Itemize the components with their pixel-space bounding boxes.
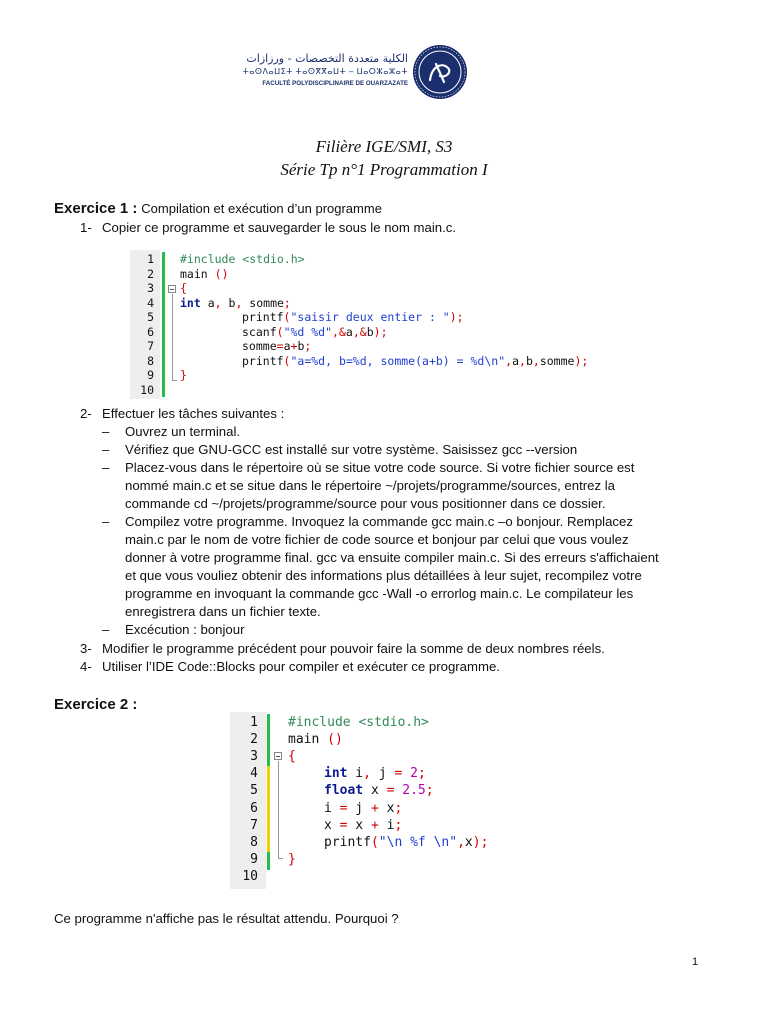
line-number: 9 — [147, 368, 154, 382]
task-item-line: Placez-vous dans le répertoire où se situe votre code source. Si votre fichier source est — [125, 460, 635, 475]
task-item-line: enregistrera dans un fichier texte. — [125, 604, 321, 619]
line-number: 9 — [250, 851, 258, 867]
code-line[interactable]: #include <stdio.h> — [180, 252, 305, 266]
document-title-line2: Série Tp n°1 Programmation I — [280, 160, 488, 179]
exercise2-heading — [54, 696, 137, 713]
line-number: 2 — [250, 732, 258, 748]
task-item-line: programme en invoquant la commande gcc -Wall -o errorlog main.c. Le compilateur les — [125, 586, 634, 601]
logo-tifinagh-text: ⵜⴰⵙⴷⴰⵡⵉⵜ ⵜⴰⵙⴳⴳⴰⵡⵜ – ⵡⴰⵔⵣⴰⵣⴰⵜ — [242, 67, 408, 76]
line-number: 2 — [147, 266, 154, 281]
code-line[interactable]: somme=a+b; — [242, 339, 312, 353]
code-line[interactable]: main () — [288, 732, 343, 748]
task-item-line: Compilez votre programme. Invoquez la commande gcc main.c –o bonjour. Remplacez — [125, 514, 633, 529]
code-line[interactable]: } — [288, 851, 296, 867]
task-item-line: Excécution : bonjour — [125, 622, 245, 637]
step3-text: Modifier le programme précédent pour pouvoir faire la somme de deux nombres réels. — [102, 641, 605, 656]
code-line[interactable]: i = j + x; — [324, 800, 403, 816]
change-bar — [267, 714, 270, 766]
bullet-dash: – — [102, 442, 110, 457]
line-number: 5 — [147, 310, 154, 324]
exercise1-heading-label: Exercice 1 : — [54, 200, 138, 217]
university-seal-icon — [412, 42, 468, 102]
line-number: 5 — [250, 783, 258, 799]
task-item-line: Vérifiez que GNU-GCC est installé sur votre système. Saisissez gcc --version — [125, 442, 578, 457]
code-line[interactable]: float x = 2.5; — [324, 783, 434, 799]
line-number: 10 — [140, 382, 154, 397]
code-block-1 — [130, 250, 636, 399]
step1-text: Copier ce programme et sauvegarder le sous le nom main.c. — [102, 220, 457, 235]
code-line[interactable]: #include <stdio.h> — [288, 715, 429, 730]
modified-bar — [267, 766, 270, 852]
bullet-dash: – — [102, 460, 110, 475]
bullet-dash: – — [102, 424, 110, 439]
page-number: 1 — [692, 956, 699, 968]
line-number: 3 — [250, 749, 258, 765]
step2-text: Effectuer les tâches suivantes : — [102, 406, 285, 421]
code-line[interactable]: printf("saisir deux entier : "); — [242, 310, 464, 324]
code-line[interactable]: scanf("%d %d",&a,&b); — [242, 324, 388, 339]
line-number: 4 — [250, 766, 258, 782]
bullet-dash: – — [102, 622, 110, 637]
fold-guide-end — [172, 380, 177, 381]
line-number: 1 — [147, 252, 154, 266]
document-title-line1: Filière IGE/SMI, S3 — [315, 137, 453, 156]
line-number: 6 — [147, 324, 154, 339]
fold-guide — [278, 761, 279, 858]
line-number: 10 — [242, 868, 258, 884]
task-item-line: commande cd ~/projets/programme/source pour vous positionner dans ce dossier. — [125, 496, 606, 511]
line-number: 8 — [147, 353, 154, 368]
line-number: 8 — [250, 834, 258, 850]
line-number: 6 — [250, 800, 258, 816]
code-line[interactable]: printf("a=%d, b=%d, somme(a+b) = %d\n",a,b,somme); — [242, 353, 589, 368]
exercise1-subtitle: Compilation et exécution d’un programme — [141, 201, 382, 216]
bullet-dash: – — [102, 514, 110, 529]
task-item-line: Ouvrez un terminal. — [125, 424, 241, 439]
step2-number: 2- — [80, 406, 92, 421]
fold-toggle-icon[interactable] — [274, 752, 282, 760]
faculty-logo — [242, 42, 470, 110]
line-number: 7 — [147, 339, 154, 353]
code-line[interactable]: main () — [180, 266, 229, 281]
code-line[interactable]: { — [180, 281, 187, 295]
task-item-line: donner à votre programme final. gcc va ensuite compiler main.c. Si des erreurs s'affichaient — [125, 550, 659, 565]
change-bar — [162, 252, 165, 397]
exercise1-heading — [54, 200, 382, 217]
exercise2-heading-label: Exercice 2 : — [54, 696, 138, 713]
step1-number: 1- — [80, 220, 92, 235]
code-line[interactable]: int a, b, somme; — [180, 295, 291, 310]
fold-guide-end — [278, 858, 283, 859]
logo-arabic-text: الكلية متعددة التخصصات - ورزازات — [246, 52, 408, 65]
exercise2-question: Ce programme n'affiche pas le résultat attendu. Pourquoi ? — [54, 911, 399, 926]
fold-guide — [172, 294, 173, 380]
step4-number: 4- — [80, 659, 92, 674]
line-number: 7 — [250, 817, 258, 833]
code-line[interactable]: x = x + i; — [324, 817, 403, 833]
line-number: 1 — [250, 715, 258, 730]
task-item-line: main.c par le nom de votre fichier de code source et bonjour par celui que vous voulez — [125, 532, 629, 547]
code-line[interactable]: int i, j = 2; — [324, 766, 426, 782]
task-item-line: et que vous vouliez obtenir des informations plus détaillées à leur sujet, recompilez votre — [125, 568, 642, 583]
code-line[interactable]: printf("\n %f \n",x); — [324, 834, 489, 850]
task-item-line: nommé main.c et se situe dans le répertoire ~/projets/programme/sources, entrez la — [125, 478, 615, 493]
line-number: 3 — [147, 281, 154, 295]
logo-french-text: FACULTÉ POLYDISCIPLINAIRE DE OUARZAZATE — [262, 80, 408, 87]
step3-number: 3- — [80, 641, 92, 656]
step4-text: Utiliser l’IDE Code::Blocks pour compiler et exécuter ce programme. — [102, 659, 500, 674]
change-bar — [267, 852, 270, 870]
fold-toggle-icon[interactable] — [168, 285, 176, 293]
code-line[interactable]: { — [288, 749, 296, 765]
code-block-2 — [230, 712, 522, 889]
code-line[interactable]: } — [180, 368, 187, 382]
line-number: 4 — [147, 295, 154, 310]
